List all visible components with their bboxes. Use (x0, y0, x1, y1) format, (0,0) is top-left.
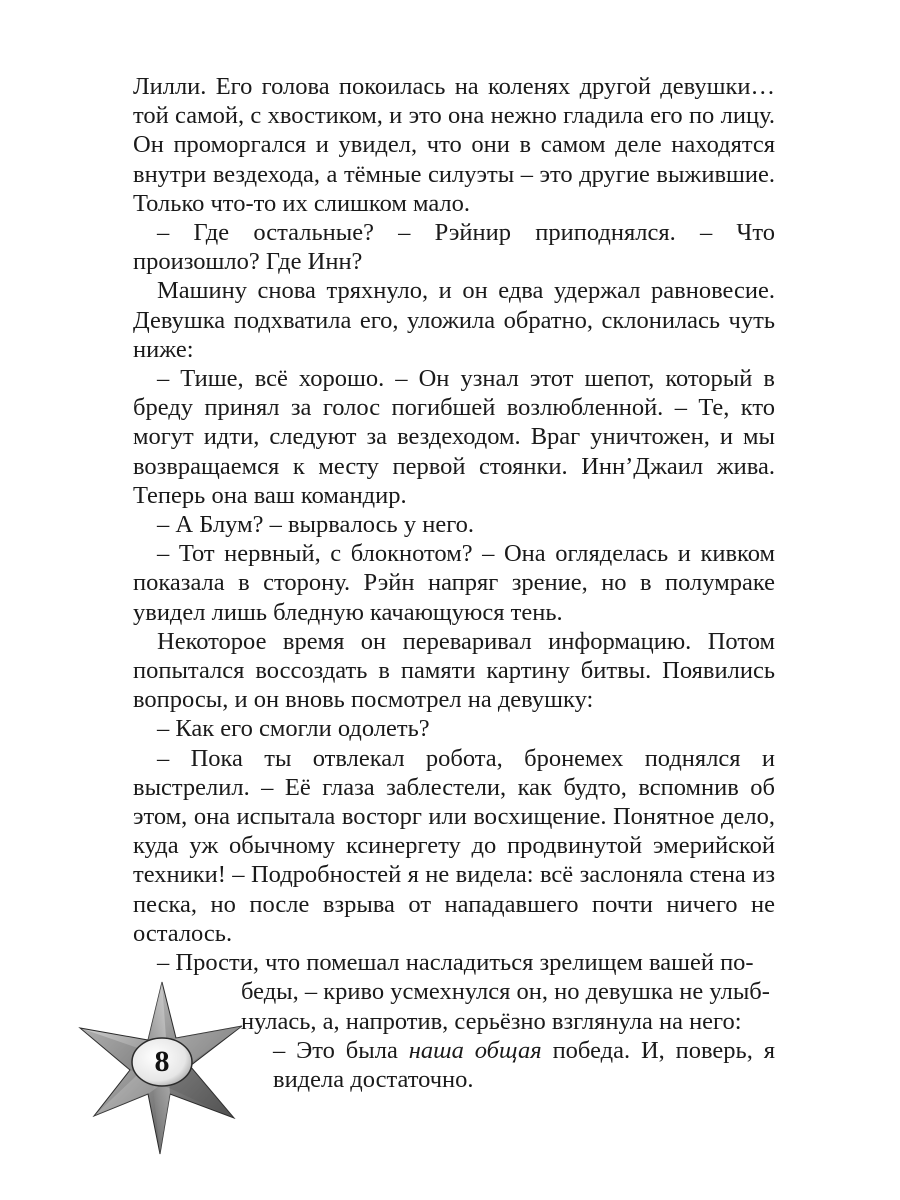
final-text-start: – Это была (273, 1036, 409, 1064)
paragraph-7: Некоторое время он переваривал информацию. Потом попытался воссоздать в памяти картину битвы. Появились вопросы, и он вновь посмотрел на девушку: (133, 627, 775, 714)
wrapped-line-1: беды, – криво усмехнулся он, но девушка не улыб- (241, 978, 770, 1006)
paragraph-1: Лилли. Его голова покоилась на коленях другой девушки… той самой, с хвостиком, и это она нежно гладила его по лицу. Он проморгался и увидел, что они в самом деле находятся внутри вездехода, а тёмные силуэты – это другие выжившие. Только что-то их слишком мало. (133, 73, 775, 217)
paragraph-9: – Пока ты отвлекал робота, бронемех поднялся и выстрелил. – Её глаза заблестели, как будто, вспомнив об этом, она испытала восторг или восхищение. Понятное дело, куда уж обычному ксинергету до продвинутой эмерийской техники! – Подробностей я не видела: всё заслоняла стена из песка, но после взрыва от нападавшего почти ничего не осталось. (133, 744, 775, 947)
paragraph-8: – Как его смогли одолеть? (157, 715, 430, 743)
paragraph-6: – Тот нервный, с блокнотом? – Она огляделась и кивком показала в сторону. Рэйн напряг зрение, но в полумраке увидел лишь бледную качающуюся тень. (133, 540, 775, 626)
final-text-end: победа. И, поверь, я видела достаточно. (273, 1036, 775, 1093)
paragraph-4: – Тише, всё хорошо. – Он узнал этот шепот, который в бреду принял за голос погибшей возлюбленной. – Те, кто могут идти, следуют за вездеходом. Враг уничтожен, и мы возвращаемся к месту первой стоянки. Инн’Джаил жива. Теперь она ваш командир. (133, 365, 775, 509)
paragraph-2: – Где остальные? – Рэйнир приподнялся. – Что произошло? Где Инн? (133, 219, 775, 276)
wrapped-line-2: нулась, а, напротив, серьёзно взглянула на него: (241, 1007, 742, 1035)
final-text-italic: наша общая (408, 1036, 542, 1064)
paragraph-3: Машину снова тряхнуло, и он едва удержал равновесие. Девушка подхватила его, уложила обратно, склонилась чуть ниже: (133, 277, 775, 363)
page-number: 8 (154, 1045, 170, 1078)
page-text (133, 72, 775, 1094)
final-paragraph (273, 1036, 775, 1094)
paragraph-10: – Прости, что помешал насладиться зрелищем вашей по- (157, 949, 754, 977)
paragraph-5: – А Блум? – вырвалось у него. (157, 511, 475, 539)
